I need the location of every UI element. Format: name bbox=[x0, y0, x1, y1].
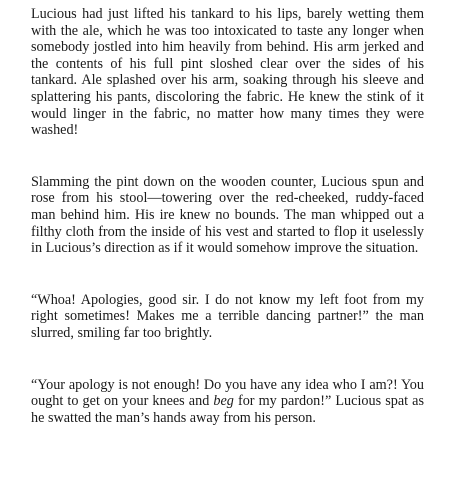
paragraph-4-start: “Your apology is not enough! Do you have any idea who I am?! You ought to get on your knees and bbox=[31, 376, 424, 410]
document-page bbox=[31, 6, 424, 426]
paragraph-4-end: for my pardon!” Lucious spat as he swatted the man’s hands away from his person. bbox=[31, 393, 424, 426]
paragraph-4-emphasis: beg bbox=[213, 393, 234, 410]
paragraph-4 bbox=[31, 377, 424, 427]
paragraph-3: “Whoa! Apologies, good sir. I do not know my left foot from my right sometimes! Makes me a terrible dancing partner!” the man slurred, smiling far too brightly. bbox=[31, 291, 424, 341]
paragraph-1: Lucious had just lifted his tankard to his lips, barely wetting them with the ale, which he was too intoxicated to taste any longer when somebody jostled into him heavily from behind. His arm jerked and the contents of his full pint sloshed clear over the sides of his tankard. Ale splashed over his arm, soaking through his sleeve and splattering his pants, discoloring the fabric. He knew the stink of it would linger in the fabric, no matter how many times they were washed! bbox=[31, 6, 424, 139]
paragraph-2: Slamming the pint down on the wooden counter, Lucious spun and rose from his stool—towering over the red-cheeked, ruddy-faced man behind him. His ire knew no bounds. The man whipped out a filthy cloth from the inside of his vest and started to flop it uselessly in Lucious’s direction as if it would somehow improve the situation. bbox=[31, 173, 424, 257]
